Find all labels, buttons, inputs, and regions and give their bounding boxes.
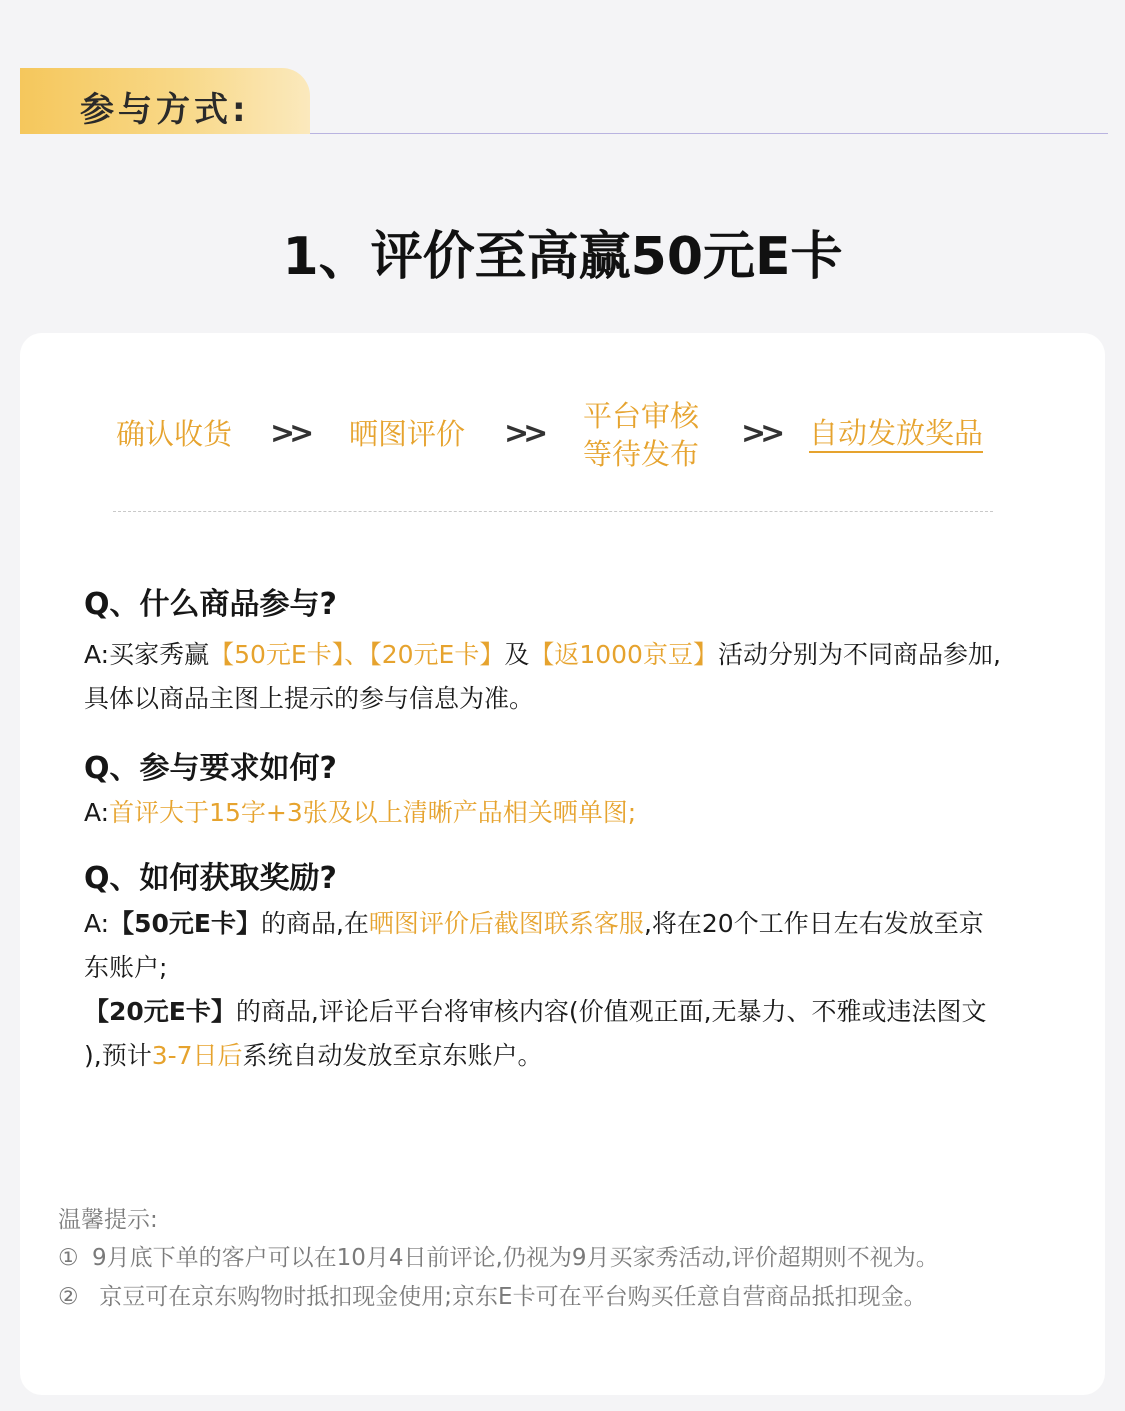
- tips-title: 温馨提示:: [58, 1207, 158, 1233]
- step-auto-reward: 自动发放奖品: [809, 415, 983, 453]
- answer-text: ,将在20个工作日左右发放至京: [643, 909, 984, 938]
- tip-item-2: [58, 1278, 927, 1311]
- faq-answer-3-line1: [84, 902, 987, 946]
- answer-text: 的商品,在: [260, 909, 369, 938]
- tip-number: ①: [58, 1245, 79, 1271]
- answer-text: ),预计: [84, 1041, 152, 1070]
- step-photo-review: 晒图评价: [349, 417, 466, 451]
- tip-item-1: [58, 1239, 939, 1272]
- answer-text: A:: [84, 909, 110, 938]
- header-divider: [310, 133, 1108, 134]
- highlight-requirement: 首评大于15字+3张及以上清晰产品相关晒单图;: [109, 798, 637, 827]
- dashed-divider: [113, 511, 993, 512]
- answer-text: 及: [504, 640, 530, 669]
- chevron-right-icon: >>: [270, 416, 309, 451]
- tip-number: ②: [58, 1284, 79, 1310]
- step-platform-review: [583, 397, 699, 473]
- faq-answer-3-line3: [84, 990, 987, 1034]
- highlight-jingdou: 【返1000京豆】: [529, 640, 718, 669]
- bold-20-card: 【20元E卡】: [84, 997, 236, 1026]
- faq-question-2: Q、参与要求如何?: [84, 751, 337, 786]
- faq-answer-1: [84, 633, 1001, 721]
- step-platform-review-line1: 平台审核: [583, 399, 700, 433]
- chevron-right-icon: >>: [504, 416, 543, 451]
- section-header-tab: [20, 68, 310, 134]
- answer-text: 系统自动发放至京东账户。: [242, 1041, 543, 1070]
- section-header-title: 参与方式:: [80, 90, 250, 130]
- step-confirm-receipt: 确认收货: [116, 417, 233, 451]
- faq-question-1: Q、什么商品参与?: [84, 587, 337, 622]
- bold-50-card: 【50元E卡】: [109, 909, 261, 938]
- faq-answer-1-line2: 具体以商品主图上提示的参与信息为准。: [84, 684, 535, 713]
- answer-text: 的商品,评论后平台将审核内容(价值观正面,无暴力、不雅或违法图文: [235, 997, 987, 1026]
- faq-answer-3: [84, 902, 987, 1078]
- chevron-right-icon: >>: [741, 416, 780, 451]
- highlight-20-card: 【20元E卡】: [369, 640, 505, 669]
- faq-answer-3-line4: [84, 1034, 987, 1078]
- tip-text: 9月底下单的客户可以在10月4日前评论,仍视为9月买家秀活动,评价超期则不视为。: [92, 1245, 939, 1271]
- main-title: 1、评价至高赢50元E卡: [282, 227, 843, 287]
- faq-answer-3-line2: 东账户;: [84, 953, 168, 982]
- highlight-sep: 、: [344, 640, 370, 669]
- faq-question-3: Q、如何获取奖励?: [84, 861, 337, 896]
- highlight-days: 3-7日后: [151, 1041, 243, 1070]
- highlight-50-card: 【50元E卡】: [209, 640, 345, 669]
- answer-text: A:: [84, 798, 110, 827]
- info-card: [20, 333, 1105, 1395]
- faq-answer-2: [84, 791, 636, 835]
- step-platform-review-line2: 等待发布: [583, 437, 700, 471]
- answer-text: 活动分别为不同商品参加,: [717, 640, 1001, 669]
- highlight-contact-service: 晒图评价后截图联系客服: [368, 909, 644, 938]
- answer-text: A:买家秀赢: [84, 640, 210, 669]
- tip-text: 京豆可在京东购物时抵扣现金使用;京东E卡可在平台购买任意自营商品抵扣现金。: [92, 1284, 927, 1310]
- faq-answer-1-line1: [84, 633, 1001, 677]
